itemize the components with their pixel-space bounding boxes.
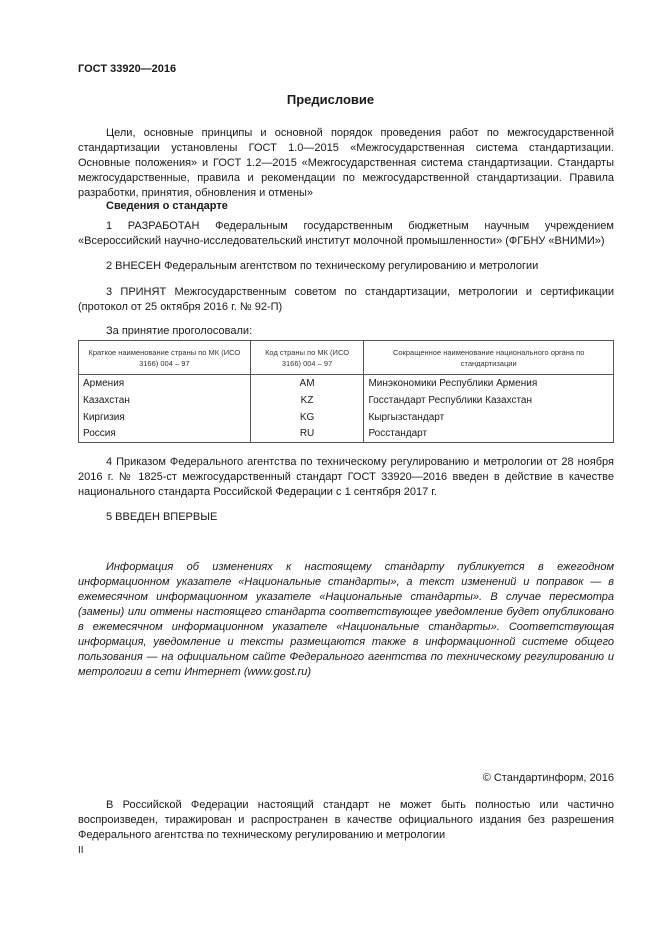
page-title: Предисловие: [286, 92, 375, 107]
body-cell: Госстандарт Республики Казахстан: [364, 392, 614, 409]
table-header-row: [79, 341, 614, 375]
copyright: © Стандартинформ, 2016: [482, 772, 614, 784]
section-heading: Сведения о стандарте: [106, 200, 228, 212]
info-note: Информация об изменениях к настоящему стандарту публикуется в ежегодном информационном указателе «Национальные стандарты», а текст изменений и поправок — в ежемесячном информационном указателе «Национальные стандарты». В случае пересмотра (замены) или отмены настоящего стандарта соответствующее уведомление будет опубликовано в ежемесячном информационном указателе «Национальные стандарты». Соответствующая информация, уведомление и тексты размещаются также в информационной системе общего пользования — на официальном сайте Федерального агентства по техническому регулированию и метрологии в сети Интернет (www.gost.ru): [78, 561, 614, 678]
table-row: [79, 392, 614, 409]
item-adopted: 3 ПРИНЯТ Межгосударственным советом по стандартизации, метрологии и сертификации (протокол от 25 октября 2016 г. № 92-П): [78, 286, 614, 313]
code-cell: AM: [250, 375, 364, 392]
item-developed: 1 РАЗРАБОТАН Федеральным государственным бюджетным научным учреждением «Всероссийский научно-исследовательский институт молочной промышленности» (ФГБНУ «ВНИМИ»): [78, 220, 614, 247]
column-header-code: Код страны по МК (ИСО 3166) 004 – 97: [250, 341, 364, 375]
document-code: ГОСТ 33920—2016: [78, 63, 177, 75]
country-cell: Армения: [79, 375, 251, 392]
column-header-body: Сокращенное наименование национального органа по стандартизации: [364, 341, 614, 375]
table-row: [79, 426, 614, 443]
column-header-country: Краткое наименование страны по МК (ИСО 3166) 004 – 97: [79, 341, 251, 375]
code-cell: KG: [250, 409, 364, 426]
legal-note: В Российской Федерации настоящий стандарт не может быть полностью или частично воспроизведен, тиражирован и распространен в качестве официального издания без разрешения Федерального агентства по техническому регулированию и метрологии: [78, 799, 614, 841]
body-cell: Кыргызстандарт: [364, 409, 614, 426]
country-cell: Киргизия: [79, 409, 251, 426]
table-row: [79, 375, 614, 392]
country-cell: Казахстан: [79, 392, 251, 409]
code-cell: KZ: [250, 392, 364, 409]
country-cell: Россия: [79, 426, 251, 443]
body-cell: Минэкономики Республики Армения: [364, 375, 614, 392]
item-order: 4 Приказом Федерального агентства по техническому регулированию и метрологии от 28 ноября 2016 г. № 1825-ст межгосударственный стандарт ГОСТ 33920—2016 введен в действие в качестве национального стандарта Российской Федерации с 1 сентября 2017 г.: [78, 456, 614, 498]
table-row: [79, 409, 614, 426]
vote-label: За принятие проголосовали:: [106, 325, 253, 337]
page-number: II: [78, 845, 84, 856]
code-cell: RU: [250, 426, 364, 443]
voting-members-table: [78, 340, 614, 443]
intro-paragraph: Цели, основные принципы и основной порядок проведения работ по межгосударственной стандартизации установлены ГОСТ 1.0—2015 «Межгосударственная система стандартизации. Основные положения» и ГОСТ 1.2—2015 «Межгосударственная система стандартизации. Стандарты межгосударственные, правила и рекомендации по межгосударственной стандартизации. Правила разработки, принятия, обновления и отмены»: [78, 127, 614, 199]
item-first: 5 ВВЕДЕН ВПЕРВЫЕ: [106, 511, 218, 523]
body-cell: Росстандарт: [364, 426, 614, 443]
item-introduced: 2 ВНЕСЕН Федеральным агентством по техническому регулированию и метрологии: [106, 260, 539, 272]
